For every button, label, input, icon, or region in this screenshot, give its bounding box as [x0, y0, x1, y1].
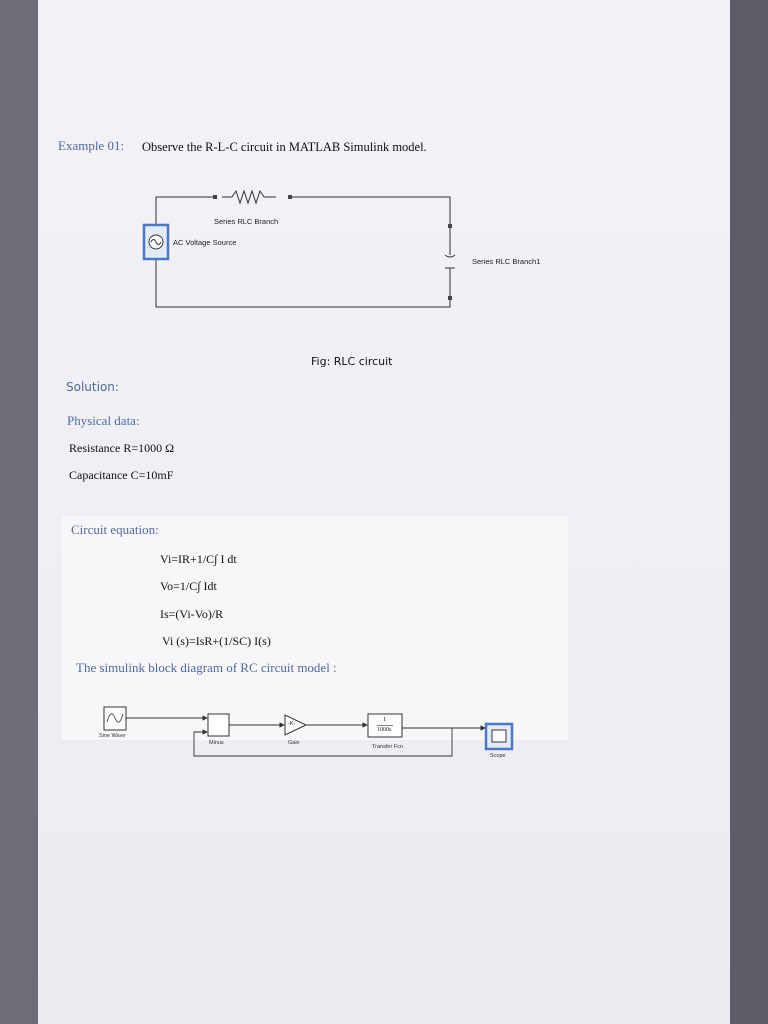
circuit-equation-heading: Circuit equation: [71, 522, 159, 537]
minus-label: Minus [209, 740, 224, 746]
bottom-wire [156, 260, 450, 307]
terminal-sq-1 [213, 195, 217, 199]
example-text: Observe the R-L-C circuit in MATLAB Simulink model. [142, 140, 427, 154]
series-rlc-branch1-label: Series RLC Branch1 [472, 257, 541, 266]
gain-label: Gain [288, 740, 300, 746]
terminal-sq-3 [448, 224, 452, 228]
tf-denominator: 1000s [377, 727, 392, 733]
equation-4: Vi (s)=IsR+(1/SC) I(s) [162, 634, 271, 648]
equation-1: Vi=IR+1/C∫ I dt [160, 552, 237, 566]
capacitance-value: Capacitance C=10mF [69, 468, 174, 482]
equation-3: Is=(Vi-Vo)/R [160, 607, 224, 621]
transfer-fcn-label: Transfer Fcn [372, 744, 403, 750]
scope-screen [492, 730, 506, 742]
example-label: Example 01: [58, 138, 125, 153]
solution-heading: Solution: [66, 380, 119, 394]
resistance-value: Resistance R=1000 Ω [69, 441, 175, 455]
simulink-heading: The simulink block diagram of RC circuit model : [76, 660, 337, 675]
tf-numerator: 1 [383, 716, 387, 723]
minus-block [208, 714, 229, 736]
figure-caption: Fig: RLC circuit [311, 355, 393, 368]
equation-2: Vo=1/C∫ Idt [160, 579, 217, 593]
top-wire-left [156, 197, 214, 224]
top-wire-right [290, 197, 450, 224]
resistor-zigzag [222, 191, 276, 203]
physical-data-heading: Physical data: [67, 413, 140, 428]
gain-symbol: -K- [288, 721, 296, 727]
terminal-sq-2 [288, 195, 292, 199]
series-rlc-branch-label: Series RLC Branch [214, 217, 279, 226]
ac-voltage-source-label: AC Voltage Source [173, 238, 237, 247]
rlc-circuit-diagram [0, 0, 768, 330]
sine-wave-label: Sine Wave [99, 733, 126, 739]
cap-plate-top [445, 255, 455, 257]
feedback-line [194, 728, 452, 756]
scope-label: Scope [490, 753, 506, 759]
terminal-sq-4 [448, 296, 452, 300]
